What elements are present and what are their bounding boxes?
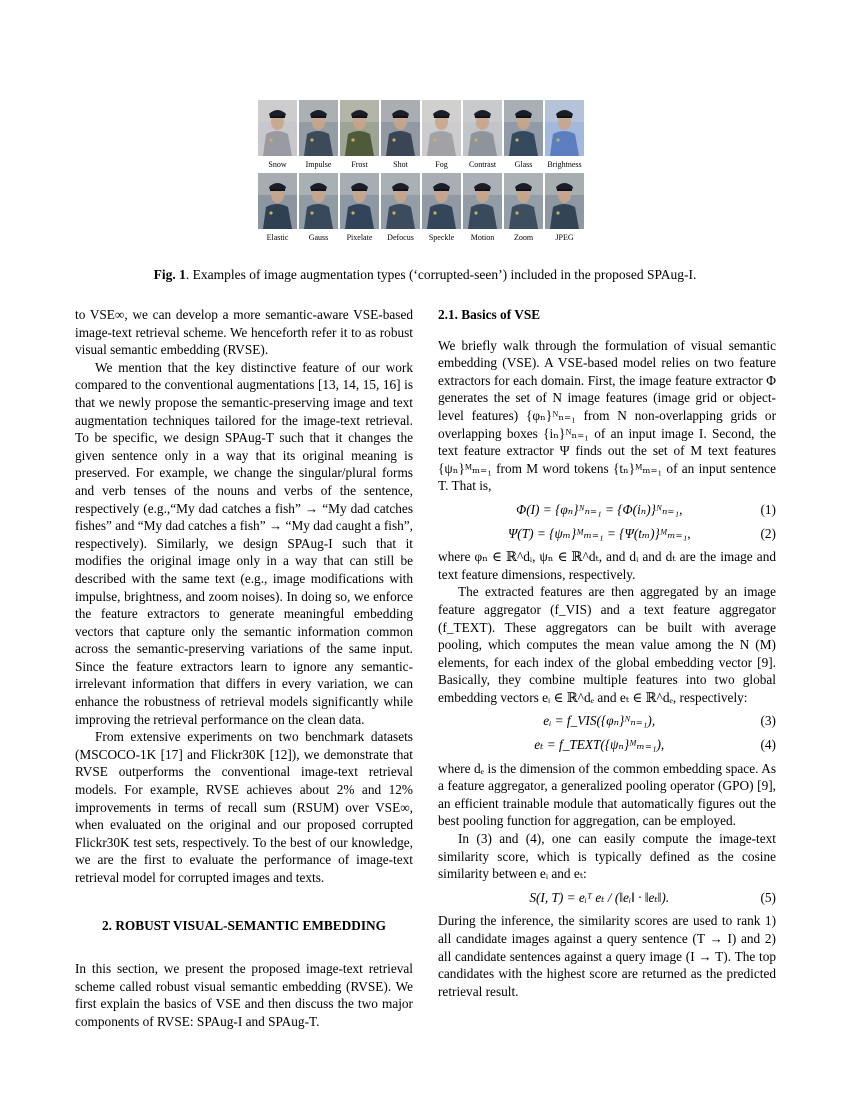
equation-body: S(I, T) = eᵢᵀ eₜ / (‖eᵢ‖ · ‖eₜ‖). (529, 889, 670, 905)
figure-1 (258, 100, 584, 242)
augmentation-label: Snow (268, 160, 287, 169)
equation-2 (438, 525, 776, 543)
figure-cell (422, 173, 461, 242)
equation-5 (438, 889, 776, 907)
augmentation-thumbnail (504, 100, 543, 156)
paragraph: where φₙ ∈ ℝ^dᵢ, ψₙ ∈ ℝ^dₜ, and dᵢ and dₜ are the image and text feature dimensions, respectively. (438, 549, 776, 582)
equation-body: Ψ(T) = {ψₘ}ᴹₘ₌₁ = {Ψ(tₘ)}ᴹₘ₌₁, (507, 525, 691, 541)
augmentation-label: JPEG (555, 233, 574, 242)
equation-number: (2) (760, 525, 776, 541)
figure-cell (258, 100, 297, 169)
augmentation-label: Gauss (308, 233, 329, 242)
paragraph: where dₑ is the dimension of the common embedding space. As a feature aggregator, a generalized pooling operator (GPO) [9], an efficient trainable module that automatically figures out the best pooling function for aggregation, can be employed. (438, 760, 776, 829)
figure-cell (545, 173, 584, 242)
augmentation-thumbnail (381, 100, 420, 156)
figure-cell (545, 100, 584, 169)
augmentation-label: Speckle (428, 233, 455, 242)
augmentation-thumbnail (340, 173, 379, 229)
figure-cell (299, 100, 338, 169)
figure-cell (299, 173, 338, 242)
augmentation-label: Elastic (266, 233, 289, 242)
augmentation-label: Contrast (468, 160, 497, 169)
equation-number: (1) (760, 501, 776, 517)
figure-cell (504, 173, 543, 242)
equation-1 (438, 501, 776, 519)
paragraph: The extracted features are then aggregated by an image feature aggregator (f_VIS) and a text feature aggregator (f_TEXT). These aggregators can be built with average pooling, which computes the mean value among the N (M) elements, for each index of the global embedding vector [9]. Basically, they combine multiple features into two global embedding vectors eᵢ ∈ ℝ^dₑ and eₜ ∈ ℝ^dₑ, respectively: (438, 584, 776, 705)
figure-cell (381, 173, 420, 242)
augmentation-label: Impulse (305, 160, 332, 169)
caption-label: Fig. 1 (153, 267, 186, 282)
figure-cell (422, 100, 461, 169)
augmentation-label: Frost (351, 160, 368, 169)
section-heading: 2. ROBUST VISUAL-SEMANTIC EMBEDDING (102, 917, 386, 933)
figure-cell (381, 100, 420, 169)
augmentation-label: Zoom (513, 233, 534, 242)
figure-cell (340, 173, 379, 242)
paragraph: From extensive experiments on two benchmark datasets (MSCOCO-1K [17] and Flickr30K [12]), we demonstrate that RVSE outperforms the conventional image-text retrieval models. For example, RVSE achieves about 2% and 12% improvements in terms of recall sum (RSUM) over VSE∞, when evaluated on the original and our proposed corrupted Flickr30K test sets, respectively. To the best of our knowledge, we are the first to evaluate the performance of image-text retrieval model for corrupted images and texts. (75, 729, 413, 885)
figure-cell (463, 173, 502, 242)
right-column (438, 306, 776, 1000)
augmentation-thumbnail (258, 173, 297, 229)
augmentation-label: Fog (435, 160, 448, 169)
paragraph: We briefly walk through the formulation of visual semantic embedding (VSE). A VSE-based model relies on two feature extractors for each domain. First, the image feature extractor Φ generates the set of N image features (image grid or object-level features) {φₙ}ᴺₙ₌₁ from N non-overlapping grids or overlapping boxes {iₙ}ᴺₙ₌₁ of an input image I. Second, the text feature extractor Ψ finds out the set of M text features {ψₙ}ᴹₘ₌₁ from M word tokens {tₙ}ᴹₘ₌₁ of an input sentence T. That is, (438, 337, 776, 494)
augmentation-label: Pixelate (346, 233, 373, 242)
equation-body: eₜ = f_TEXT({ψₙ}ᴹₘ₌₁), (534, 737, 665, 753)
equation-3 (438, 712, 776, 730)
paragraph: to VSE∞, we can develop a more semantic-aware VSE-based image-text retrieval scheme. We henceforth refer it to as robust visual semantic embedding (RVSE). (75, 307, 413, 358)
paragraph: During the inference, the similarity scores are used to rank 1) all candidate images against a query sentence (T → I) and 2) all candidate sentences against a query image (I → T). The top candidates with the highest score are returned as the predicted retrieval result. (438, 913, 776, 999)
augmentation-label: Motion (470, 233, 495, 242)
augmentation-thumbnail (340, 100, 379, 156)
figure-row-2 (258, 173, 584, 242)
equation-4 (438, 736, 776, 754)
augmentation-label: Defocus (387, 233, 414, 242)
paragraph: In this section, we present the proposed image-text retrieval scheme called robust visual semantic embedding (RVSE). We first explain the basics of VSE and then discuss the two major components of RVSE: SPAug-I and SPAug-T. (75, 961, 413, 1029)
augmentation-label: Glass (514, 160, 533, 169)
figure-cell (504, 100, 543, 169)
equation-number: (3) (760, 713, 776, 729)
augmentation-thumbnail (381, 173, 420, 229)
caption-text: . Examples of image augmentation types (‘corrupted-seen’) included in the proposed SPAug-I. (185, 267, 697, 282)
equation-number: (5) (760, 889, 776, 905)
augmentation-thumbnail (422, 100, 461, 156)
augmentation-thumbnail (545, 173, 584, 229)
paragraph: We mention that the key distinctive feature of our work compared to the conventional augmentations [13, 14, 15, 16] is that we newly propose the semantic-preserving image and text augmentation techniques tailored for the image-text retrieval. To be specific, we design SPAug-T such that it changes the given sentence only in a way that its original meaning is preserved. For example, we change the singular/plural forms and verb tenses of the nouns and verbs of the sentence, respectively (e.g.,“My dad catches a fish” → “My dad catches fishes” and “My dad catches a fish” → “My dad caught a fish”, respectively). Similarly, we design SPAug-I such that it modifies the original image only in a way that can still be described with the same text (e.g., image modifications with impulse, brightness, and zoom noises). In doing so, we enforce the feature extractors to generate meaningful embedding vectors that capture only the semantic information common across the semantic-preserving variations of the same input. Since the feature extractors learn to ignore any semantic-irrelevant information that differs in every variation, we can enhance the robustness of retrieval models significantly while improving the retrieval performance on the clean data. (75, 359, 413, 727)
equation-number: (4) (760, 737, 776, 753)
figure-cell (258, 173, 297, 242)
augmentation-thumbnail (258, 100, 297, 156)
augmentation-label: Brightness (547, 160, 582, 169)
augmentation-thumbnail (299, 173, 338, 229)
paragraph: In (3) and (4), one can easily compute the image-text similarity score, which is typically defined as the cosine similarity between eᵢ and eₜ: (438, 831, 776, 882)
augmentation-label: Shot (393, 160, 408, 169)
augmentation-thumbnail (299, 100, 338, 156)
equation-body: eᵢ = f_VIS({φₙ}ᴺₙ₌₁), (543, 713, 656, 729)
subsection-heading: 2.1. Basics of VSE (438, 307, 541, 322)
augmentation-thumbnail (504, 173, 543, 229)
augmentation-thumbnail (422, 173, 461, 229)
figure-cell (340, 100, 379, 169)
figure-cell (463, 100, 502, 169)
augmentation-thumbnail (463, 173, 502, 229)
equation-body: Φ(I) = {φₙ}ᴺₙ₌₁ = {Φ(iₙ)}ᴺₙ₌₁, (516, 501, 683, 517)
figure-row-1 (258, 100, 584, 169)
augmentation-thumbnail (463, 100, 502, 156)
augmentation-thumbnail (545, 100, 584, 156)
left-column (75, 306, 413, 1031)
figure-caption (60, 267, 790, 283)
